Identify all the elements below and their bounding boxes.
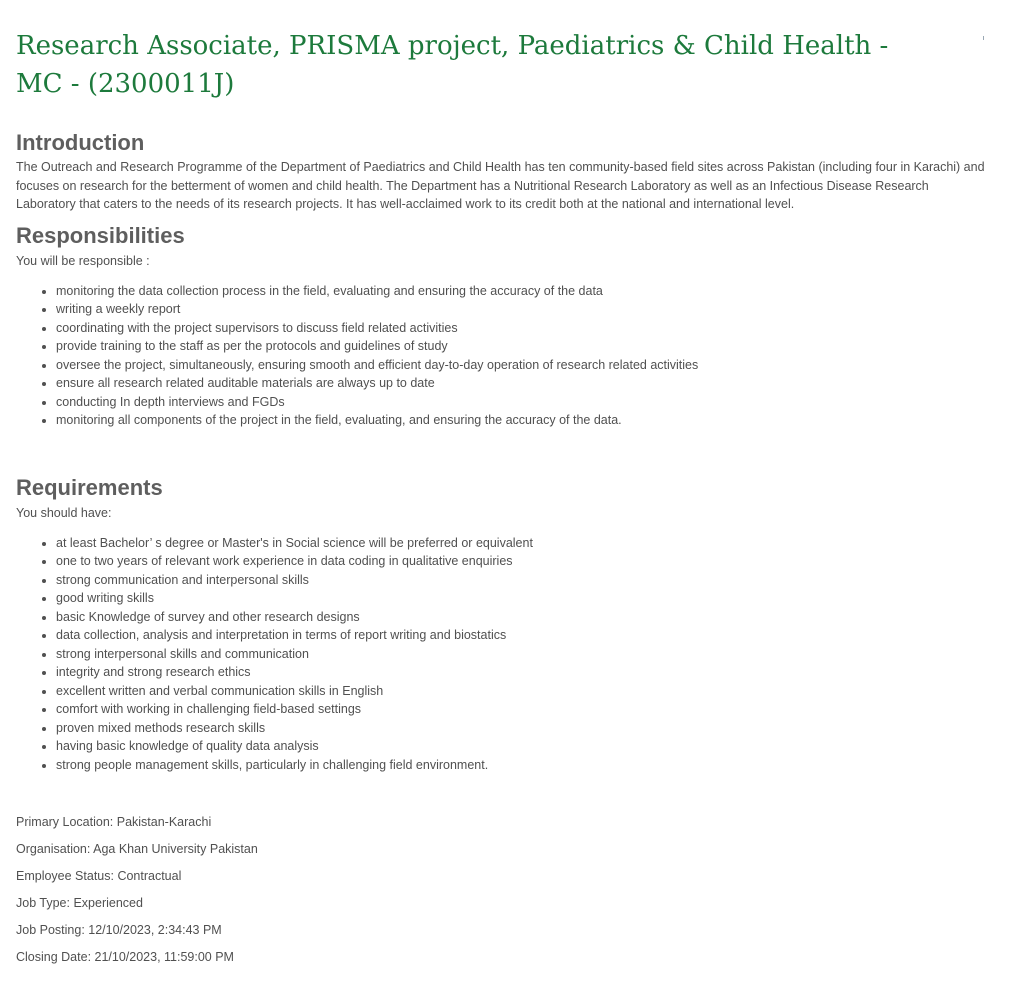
introduction-heading: Introduction [16, 130, 145, 155]
requirement-item: • one to two years of relevant work experience in data coding in qualitative enquiries [56, 552, 986, 571]
requirement-item: • proven mixed methods research skills [56, 719, 986, 738]
requirement-item: • strong people management skills, particularly in challenging field environment. [56, 756, 986, 775]
employee-status: Employee Status: Contractual [16, 869, 182, 883]
job-description-page [16, 0, 986, 971]
responsibility-item: • writing a weekly report [56, 300, 986, 319]
job-title: Research Associate, PRISMA project, Paediatrics & Child Health - MC - (2300011J) [16, 31, 889, 99]
requirement-item: • strong communication and interpersonal skills [56, 571, 986, 590]
job-details [16, 809, 986, 971]
responsibility-item: • coordinating with the project supervisors to discuss field related activities [56, 319, 986, 338]
requirement-item: • good writing skills [56, 589, 986, 608]
organisation: Organisation: Aga Khan University Pakistan [16, 842, 258, 856]
requirements-heading: Requirements [16, 474, 163, 500]
responsibility-item: • ensure all research related auditable materials are always up to date [56, 374, 986, 393]
requirement-item: • integrity and strong research ethics [56, 663, 986, 682]
responsibility-item: • conducting In depth interviews and FGDs [56, 393, 986, 412]
requirement-item: • comfort with working in challenging field-based settings [56, 700, 986, 719]
requirement-item: • having basic knowledge of quality data analysis [56, 737, 986, 756]
responsibility-item: • monitoring the data collection process in the field, evaluating and ensuring the accuracy of the data [56, 282, 986, 301]
requirement-item: • at least Bachelor’ s degree or Master's in Social science will be preferred or equivalent [56, 534, 986, 553]
job-type: Job Type: Experienced [16, 896, 143, 910]
closing-date: Closing Date: 21/10/2023, 11:59:00 PM [16, 950, 234, 964]
job-posting-date: Job Posting: 12/10/2023, 2:34:43 PM [16, 923, 222, 937]
responsibility-item: • monitoring all components of the project in the field, evaluating, and ensuring the accuracy of the data. [56, 411, 986, 430]
responsibilities-lead: You will be responsible : [16, 253, 150, 268]
primary-location: Primary Location: Pakistan-Karachi [16, 815, 212, 829]
introduction-text: The Outreach and Research Programme of the Department of Paediatrics and Child Health has ten community-based field sites across Pakistan (including four in Karachi) and focuses on research for the betterment of women and child health. The Department has a Nutritional Research Laboratory as well as an Infectious Disease Research Laboratory that caters to the needs of its research projects. It has well-acclaimed work to its credit both at the national and international level. [16, 160, 985, 211]
responsibilities-list [16, 282, 986, 430]
requirements-lead: You should have: [16, 505, 112, 520]
responsibilities-heading: Responsibilities [16, 222, 185, 248]
requirement-item: • strong interpersonal skills and communication [56, 645, 986, 664]
requirement-item: • data collection, analysis and interpretation in terms of report writing and biostatics [56, 626, 986, 645]
requirements-list [16, 534, 986, 775]
corner-mark [983, 36, 984, 40]
responsibility-item: • provide training to the staff as per the protocols and guidelines of study [56, 337, 986, 356]
responsibility-item: • oversee the project, simultaneously, ensuring smooth and efficient day-to-day operation of research related activities [56, 356, 986, 375]
requirement-item: • excellent written and verbal communication skills in English [56, 682, 986, 701]
requirement-item: • basic Knowledge of survey and other research designs [56, 608, 986, 627]
